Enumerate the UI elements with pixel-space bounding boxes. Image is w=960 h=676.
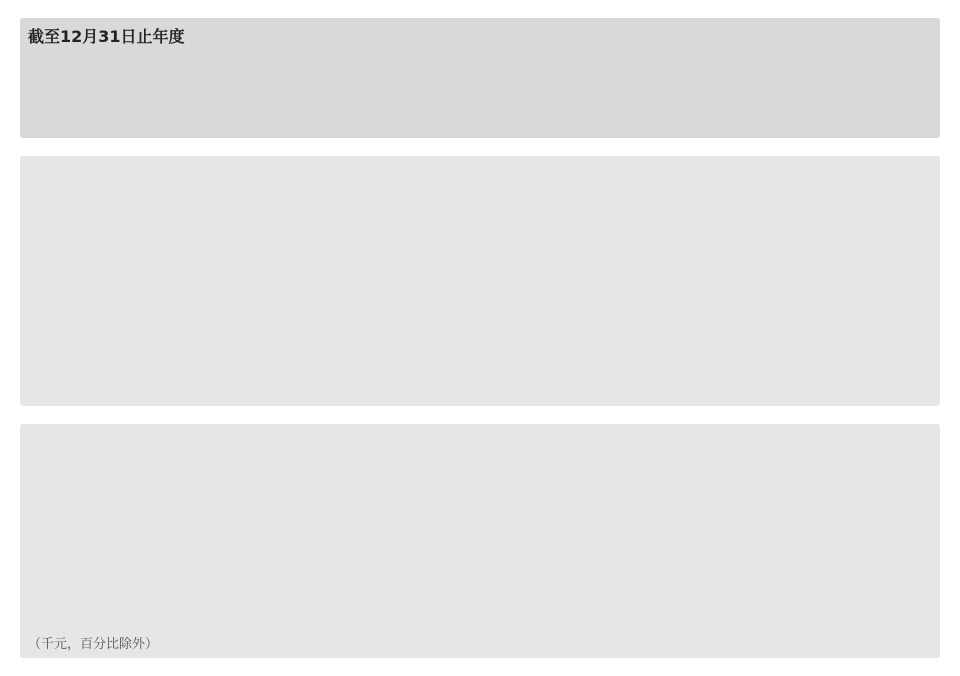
unit-note: （千元，百分比除外） [28,637,159,652]
content-block-upper [20,156,940,406]
page-title: 截至12月31日止年度 [28,27,185,46]
content-block-lower [20,424,940,658]
